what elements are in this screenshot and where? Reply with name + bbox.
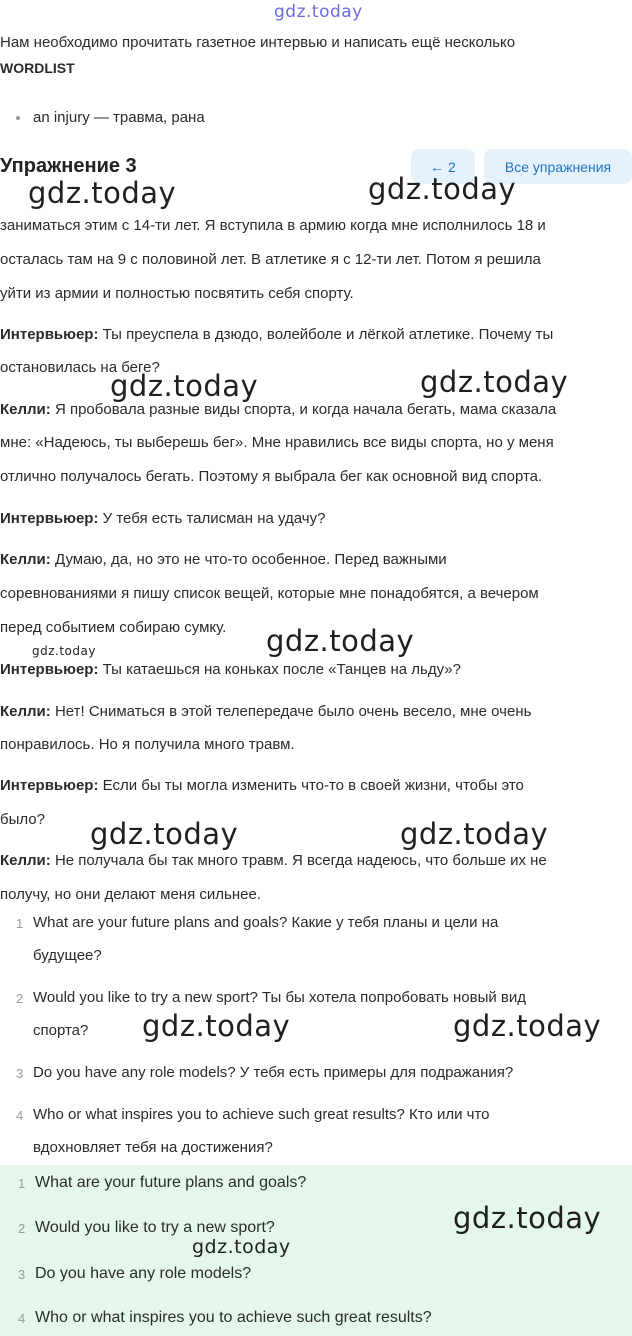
text-line: Я пробовала разные виды спорта, и когда начала бегать, мама сказала: [54, 401, 557, 418]
site-watermark: gdz.today: [453, 1009, 602, 1043]
wordlist-item: an injury — травма, рана: [33, 109, 205, 126]
text-line: Если бы ты могла изменить что-то в своей жизни, чтобы это: [102, 777, 524, 794]
site-watermark: gdz.today: [142, 1009, 291, 1043]
wordlist-title: WORDLIST: [0, 60, 75, 76]
question-line: Would you like to try a new sport? Ты бы хотела попробовать новый вид: [33, 989, 527, 1006]
text-line: уйти из армии и полностью посвятить себя спорту.: [0, 285, 354, 302]
site-watermark: gdz.today: [110, 369, 259, 403]
speaker-label: Интервьюер:: [0, 510, 99, 527]
text-line: остановилась на беге?: [0, 359, 160, 376]
speaker-label: Келли:: [0, 852, 51, 869]
text-line: получу, но они делают меня сильнее.: [0, 886, 261, 903]
speaker-label: Келли:: [0, 401, 51, 418]
text-line: заниматься этим с 14-ти лет. Я вступила в армию когда мне исполнилось 18 и: [0, 217, 546, 234]
bullet-icon: [16, 116, 20, 120]
text-line: соревнованиями я пишу список вещей, которые мне понадобятся, а вечером: [0, 585, 539, 602]
question-line: Who or what inspires you to achieve such great results? Кто или что: [33, 1106, 490, 1123]
speaker-label: Интервьюер:: [0, 777, 99, 794]
question-line: вдохновляет тебя на достижения?: [33, 1139, 273, 1156]
site-watermark-top: gdz.today: [274, 2, 363, 22]
site-watermark: gdz.today: [32, 644, 96, 658]
text-line: мне: «Надеюсь, ты выберешь бег». Мне нравились все виды спорта, но у меня: [0, 434, 554, 451]
intro-text: Нам необходимо прочитать газетное интервью и написать ещё несколько: [0, 34, 516, 51]
text-line: понравилось. Но я получила много травм.: [0, 736, 295, 753]
answer-number: 1: [18, 1176, 26, 1191]
speaker-label: Интервьюер:: [0, 661, 99, 678]
question-line: Do you have any role models? У тебя есть примеры для подражания?: [33, 1064, 514, 1081]
all-exercises-button[interactable]: Все упражнения: [484, 149, 632, 184]
answer-line: What are your future plans and goals?: [35, 1174, 307, 1191]
text-line: осталась там на 9 с половиной лет. В атлетике я с 12-ти лет. Потом я решила: [0, 251, 541, 268]
speaker-label: Келли:: [0, 551, 51, 568]
answer-number: 4: [18, 1311, 26, 1326]
text-line: перед событием собираю сумку.: [0, 619, 227, 636]
site-watermark: gdz.today: [192, 1236, 291, 1258]
site-watermark: gdz.today: [90, 817, 239, 851]
text-line: Ты катаешься на коньках после «Танцев на льду»?: [102, 661, 461, 678]
question-number: 1: [16, 916, 24, 931]
site-watermark: gdz.today: [266, 624, 415, 658]
question-number: 4: [16, 1108, 24, 1123]
text-line: У тебя есть талисман на удачу?: [102, 510, 326, 527]
text-line: отлично получалось бегать. Поэтому я выбрала бег как основной вид спорта.: [0, 468, 543, 485]
question-number: 2: [16, 991, 24, 1006]
text-line: Не получала бы так много травм. Я всегда надеюсь, что больше их не: [54, 852, 547, 869]
site-watermark: gdz.today: [368, 172, 517, 206]
site-watermark: gdz.today: [420, 365, 569, 399]
site-watermark: gdz.today: [453, 1201, 602, 1235]
answer-line: Who or what inspires you to achieve such great results?: [35, 1309, 432, 1326]
exercise-title: Упражнение 3: [0, 155, 137, 177]
answer-line: Would you like to try a new sport?: [35, 1219, 275, 1236]
speaker-label: Келли:: [0, 703, 51, 720]
answer-number: 3: [18, 1267, 26, 1282]
text-line: было?: [0, 811, 45, 828]
text-line: Думаю, да, но это не что-то особенное. Перед важными: [54, 551, 447, 568]
speaker-label: Интервьюер:: [0, 326, 99, 343]
site-watermark: gdz.today: [400, 817, 549, 851]
question-line: будущее?: [33, 947, 102, 964]
site-watermark: gdz.today: [28, 176, 177, 210]
text-line: Нет! Сниматься в этой телепередаче было очень весело, мне очень: [54, 703, 532, 720]
answer-line: Do you have any role models?: [35, 1265, 252, 1282]
text-line: Ты преуспела в дзюдо, волейболе и лёгкой атлетике. Почему ты: [102, 326, 554, 343]
question-number: 3: [16, 1066, 24, 1081]
prev-exercise-button[interactable]: ← 2: [411, 149, 475, 184]
question-line: спорта?: [33, 1022, 89, 1039]
answer-number: 2: [18, 1221, 26, 1236]
question-line: What are your future plans and goals? Какие у тебя планы и цели на: [33, 914, 499, 931]
